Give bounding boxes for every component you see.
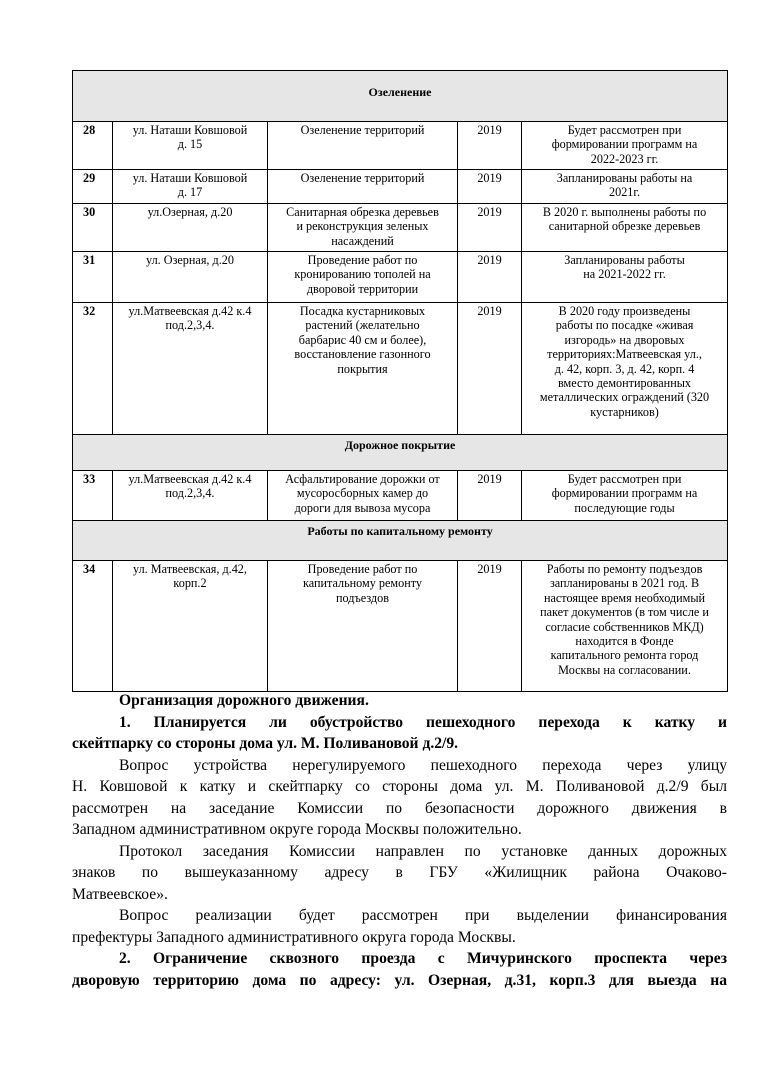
row-address	[113, 170, 268, 204]
row-status	[522, 170, 728, 204]
row-address-line: ул.Матвеевская д.42 к.4	[128, 304, 252, 318]
row-work-line: растений (желательно	[305, 318, 420, 333]
question-2-line: 2. Ограничение сквозного проезда с Мичуринского проспекта через	[119, 950, 727, 967]
row-year: 2019	[458, 170, 522, 204]
row-status-line: вместо демонтированных	[558, 376, 692, 391]
row-status-line: на 2021-2022 гг.	[583, 267, 666, 282]
section-header-row	[73, 71, 728, 122]
row-address-line: ул.Матвеевская д.42 к.4	[128, 472, 252, 486]
row-work-line: Посадка кустарниковых	[299, 304, 426, 318]
row-year: 2019	[458, 252, 522, 303]
section-header-row	[73, 521, 728, 561]
section-heading	[72, 690, 727, 712]
row-status-line: Будет рассмотрен при	[567, 472, 682, 486]
row-work-line: подъездов	[336, 590, 389, 605]
row-work	[268, 303, 458, 435]
row-status-line: формировании программ на	[551, 137, 698, 152]
row-status-line: 2022-2023 гг.	[590, 151, 659, 166]
table-row	[73, 204, 728, 252]
question-2	[72, 948, 727, 991]
paragraph-line: Матвеевское».	[72, 885, 168, 903]
row-address-line: д. 17	[177, 185, 203, 200]
row-status-line: 2021г.	[609, 185, 641, 200]
row-work	[268, 252, 458, 303]
paragraph-2	[72, 841, 727, 906]
row-address-line: под.2,3,4.	[165, 486, 215, 501]
heading-text: Организация дорожного движения.	[119, 692, 369, 709]
row-work-line: дворовой территории	[306, 281, 419, 296]
row-address	[113, 122, 268, 170]
row-work-line: мусоросборных камер до	[296, 486, 429, 501]
question-1	[72, 712, 727, 755]
row-address	[113, 204, 268, 252]
row-work-line: Асфальтирование дорожки от	[285, 472, 440, 486]
paragraph-line: знаков по вышеуказанному адресу в ГБУ «Жилищник района Очаково-	[72, 864, 727, 881]
row-status-line: работы по посадке «живая	[555, 318, 694, 333]
row-status-line: пакет документов (в том числе и	[540, 605, 709, 620]
row-status-line: Будет рассмотрен при	[567, 123, 682, 137]
row-status-line: санитарной обрезке деревьев	[548, 219, 701, 234]
row-status-line: территориях:Матвеевская ул.,	[547, 347, 702, 362]
row-number: 31	[73, 252, 113, 303]
row-work-line: капитальному ремонту	[303, 576, 422, 591]
row-work	[268, 204, 458, 252]
question-2-line: дворовую территорию дома по адресу: ул. Озерная, д.31, корп.3 для выезда на	[72, 971, 727, 989]
row-status-line: В 2020 году произведены	[558, 304, 691, 318]
row-status-line: металлических ограждений (320	[539, 390, 710, 405]
row-address-line: ул. Озерная, д.20	[146, 253, 234, 267]
section-title: Дорожное покрытие	[73, 435, 728, 471]
row-work-line: Санитарная обрезка деревьев	[286, 205, 439, 219]
paragraph-line: префектуры Западного административного округа города Москвы.	[72, 928, 516, 946]
paragraph-line: Протокол заседания Комиссии направлен по установке данных дорожных	[119, 842, 727, 860]
row-address-line: корп.2	[173, 576, 207, 591]
row-status	[522, 252, 728, 303]
row-year: 2019	[458, 204, 522, 252]
row-address-line: ул. Наташи Ковшовой	[132, 123, 248, 137]
row-work	[268, 471, 458, 521]
row-status	[522, 204, 728, 252]
row-number: 33	[73, 471, 113, 521]
paragraph-1	[72, 755, 727, 841]
row-number: 28	[73, 122, 113, 170]
row-address	[113, 561, 268, 692]
row-status	[522, 303, 728, 435]
row-number: 34	[73, 561, 113, 692]
question-1-line: 1. Планируется ли обустройство пешеходного перехода к катку и	[119, 713, 727, 731]
row-work	[268, 561, 458, 692]
row-status-line: Запланированы работы	[564, 253, 685, 267]
row-status-line: кустарников)	[590, 404, 659, 419]
works-table	[72, 70, 728, 692]
row-status-line: В 2020 г. выполнены работы по	[542, 205, 707, 219]
row-work-line: и реконструкция зеленых	[296, 219, 429, 234]
row-work-line: дороги для вывоза мусора	[294, 500, 431, 515]
row-status-line: Запланированы работы на	[556, 171, 693, 185]
row-status-line: последующие годы	[574, 500, 675, 515]
row-work-line: Проведение работ по	[307, 253, 418, 267]
row-work-line: восстановление газонного	[294, 347, 431, 362]
section-title: Озеленение	[73, 71, 728, 122]
row-number: 32	[73, 303, 113, 435]
section-header-row	[73, 435, 728, 471]
table-row	[73, 122, 728, 170]
table-row	[73, 561, 728, 692]
paragraph-line: Вопрос реализации будет рассмотрен при выделении финансирования	[119, 907, 727, 924]
table-row	[73, 471, 728, 521]
table-row	[73, 252, 728, 303]
row-address	[113, 303, 268, 435]
row-status	[522, 561, 728, 692]
row-work-line: кронированию тополей на	[294, 267, 431, 282]
table-row	[73, 303, 728, 435]
row-status-line: формировании программ на	[551, 486, 698, 501]
row-address-line: ул. Матвеевская, д.42,	[133, 562, 247, 576]
row-year: 2019	[458, 122, 522, 170]
row-status-line: Работы по ремонту подъездов	[546, 562, 703, 576]
row-number: 29	[73, 170, 113, 204]
text-block	[72, 690, 727, 991]
paragraph-line: Западном административном округе города Москвы положительно.	[72, 821, 522, 838]
row-status	[522, 122, 728, 170]
row-work	[268, 170, 458, 204]
row-status-line: настоящее время необходимый	[543, 590, 706, 605]
row-work-line: Озеленение территорий	[300, 123, 425, 137]
paragraph-3	[72, 905, 727, 948]
paragraph-line: Вопрос устройства нерегулируемого пешеходного перехода через улицу	[119, 756, 727, 774]
row-address-line: ул.Озерная, д.20	[147, 205, 233, 219]
section-title: Работы по капитальному ремонту	[73, 521, 728, 561]
paragraph-line: рассмотрен на заседание Комиссии по безопасности дорожного движения в	[72, 799, 727, 817]
row-work-line: покрытия	[337, 361, 388, 376]
paragraph-line: Н. Ковшовой к катку и скейтпарку со стороны дома ул. М. Поливановой д.2/9 был	[72, 778, 727, 795]
row-work-line: Озеленение территорий	[300, 171, 425, 185]
row-number: 30	[73, 204, 113, 252]
row-address-line: ул. Наташи Ковшовой	[132, 171, 248, 185]
row-work	[268, 122, 458, 170]
row-status-line: Москвы на согласовании.	[558, 662, 691, 677]
row-status-line: д. 42, корп. 3, д. 42, корп. 4	[554, 361, 695, 376]
row-work-line: барбарис 40 см и более),	[298, 332, 427, 347]
row-status-line: запланированы в 2021 год. В	[549, 576, 700, 591]
row-address-line: под.2,3,4.	[165, 318, 215, 333]
question-1-line: скейтпарку со стороны дома ул. М. Поливановой д.2/9.	[72, 735, 459, 752]
row-status-line: изгородь» на дворовых	[564, 332, 685, 347]
row-status	[522, 471, 728, 521]
row-status-line: согласие собственников МКД)	[545, 619, 704, 634]
row-year: 2019	[458, 561, 522, 692]
row-status-line: находится в Фонде	[575, 634, 674, 649]
row-address	[113, 471, 268, 521]
row-status-line: капитального ремонта город	[550, 648, 699, 663]
row-address	[113, 252, 268, 303]
table-row	[73, 170, 728, 204]
row-work-line: насаждений	[331, 233, 394, 248]
row-year: 2019	[458, 471, 522, 521]
row-address-line: д. 15	[177, 137, 203, 152]
row-work-line: Проведение работ по	[307, 562, 418, 576]
row-year: 2019	[458, 303, 522, 435]
